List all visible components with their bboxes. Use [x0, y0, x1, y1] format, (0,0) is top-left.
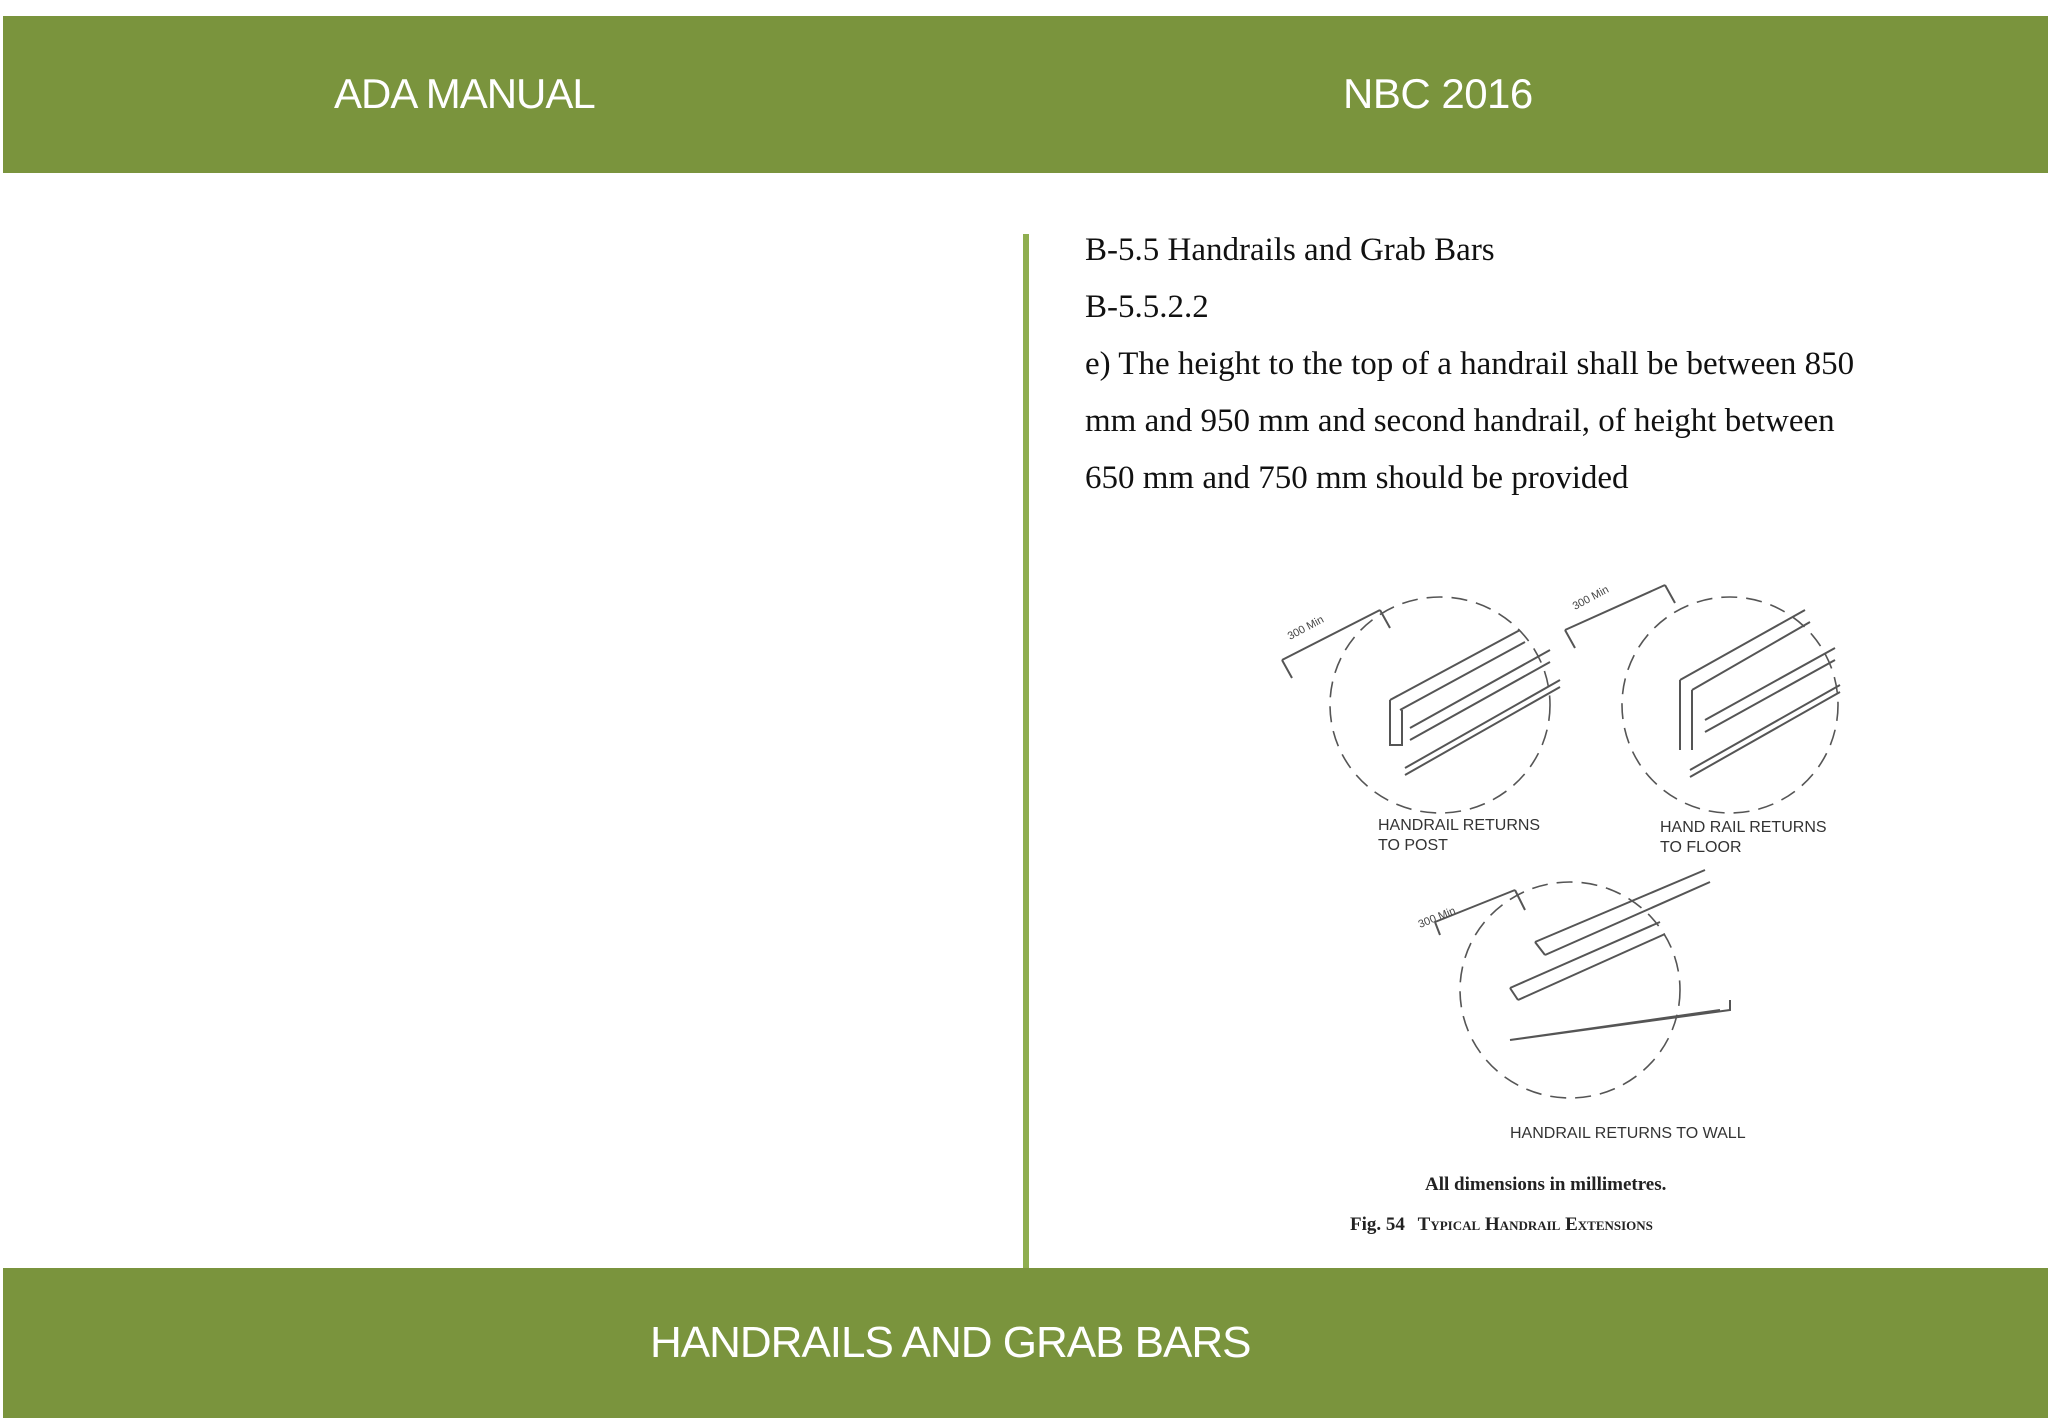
figure-caption [1350, 1214, 1653, 1235]
rail-floor [1680, 610, 1810, 750]
clause-text-block [1085, 222, 2015, 507]
vertical-divider [1023, 234, 1029, 1270]
handrail-diagram [1260, 570, 1860, 1250]
stair-wall [1510, 1000, 1730, 1040]
rail-wall-lower [1510, 922, 1665, 1000]
caption-floor-line1: HAND RAIL RETURNS [1660, 819, 1827, 836]
dimension-label-floor: 300 Min [1570, 583, 1611, 613]
dim-line-floor [1565, 585, 1675, 648]
rail-floor-lower [1705, 648, 1835, 732]
header-left-title: ADA MANUAL [334, 70, 595, 117]
caption-floor-line2: TO FLOOR [1660, 839, 1742, 856]
header-right-title: NBC 2016 [1343, 70, 1533, 117]
caption-post-line1: HANDRAIL RETURNS [1378, 817, 1541, 834]
clause-text-line: e) The height to the top of a handrail shall be between 850 [1085, 346, 1855, 382]
caption-wall: HANDRAIL RETURNS TO WALL [1510, 1125, 1746, 1142]
handrail-extensions-figure [1260, 570, 1860, 1250]
clause-number: B-5.5.2.2 [1085, 289, 1209, 325]
figure-number: Fig. 54 [1350, 1214, 1405, 1235]
header-bar [3, 16, 2048, 173]
section-heading: B-5.5 Handrails and Grab Bars [1085, 232, 1495, 268]
figure-title: Typical Handrail Extensions [1417, 1214, 1653, 1235]
dimension-label-post: 300 Min [1285, 613, 1326, 643]
footer-title: HANDRAILS AND GRAB BARS [650, 1318, 1251, 1367]
clause-text-line: 650 mm and 750 mm should be provided [1085, 460, 1629, 496]
detail-circle-wall [1460, 882, 1680, 1098]
dimension-label-wall: 300 Min [1416, 904, 1458, 931]
caption-post-line2: TO POST [1378, 837, 1448, 854]
clause-text-line: mm and 950 mm and second handrail, of height between [1085, 403, 1835, 439]
dimensions-note: All dimensions in millimetres. [1425, 1174, 1667, 1195]
